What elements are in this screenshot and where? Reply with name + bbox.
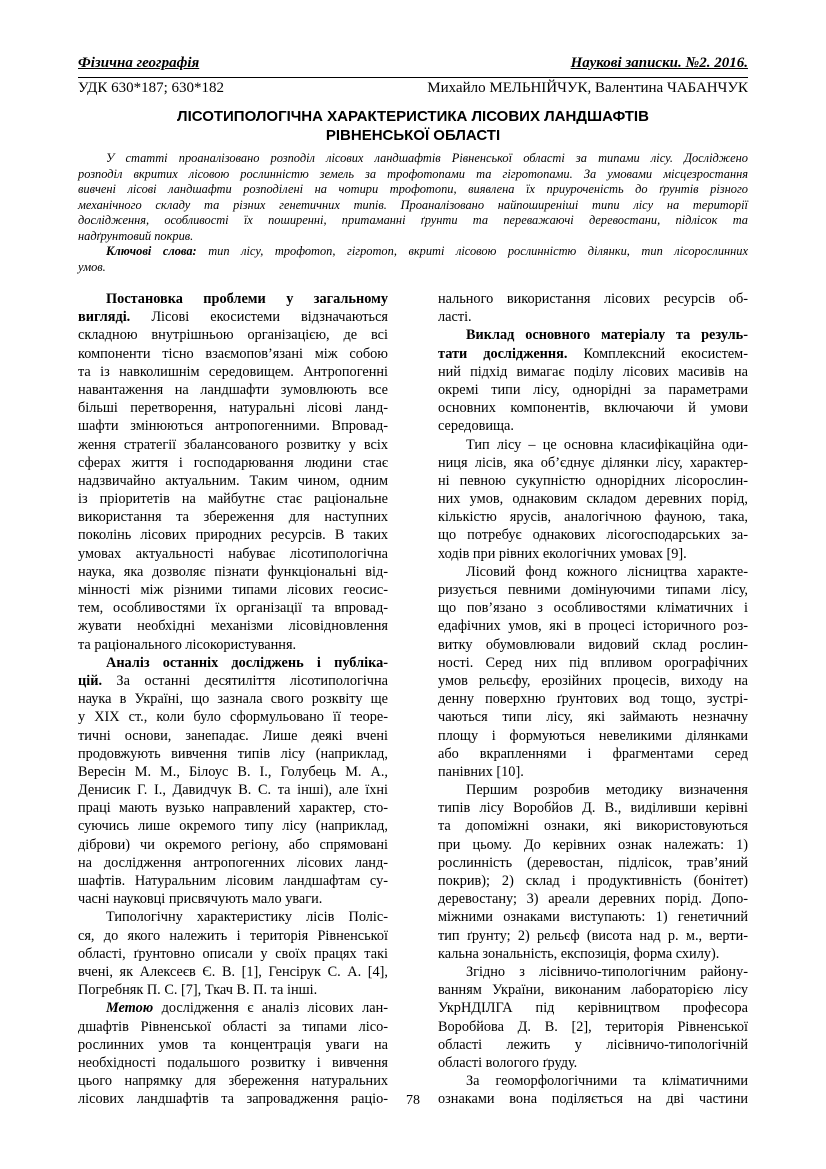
paragraph-line: тичні основи, занепадає. Лише деякі вчені [78,727,388,744]
paragraph-line: Першим розробив методику визначення [466,782,748,799]
paragraph-line [78,290,388,308]
section-heading: тати дослідження. [438,345,568,362]
paragraph-line: праці мають вузько направлений характер, сто- [78,800,388,817]
paragraph-line: основних компонентів, включаючи й умови [438,400,748,417]
paragraph-line: використання та збереження для наступних [78,509,388,526]
paragraph-line: Вересін М. М., Білоус В. І., Голубець М. А., [78,763,388,780]
paragraph-line: рослинних умов та концентрація уваги на [78,1036,388,1053]
paragraph-line: часні науковці присвячують мало уваги. [78,891,323,908]
paragraph-line: компоненти тісно взаємопов’язані між собою [78,345,388,362]
paragraph-line [78,999,388,1017]
paragraph-line: та із навколишнім середовищем. Антропогенні [78,363,388,380]
keywords-line [78,244,748,260]
abstract-line: У статті проаналізовано розподіл лісових ландшафтів Рівненської області за типами лісу. Досліджено [106,151,748,165]
paragraph-line: продовжують вивчення типів лісу (наприклад, [78,745,388,762]
abstract-line: механічного складу та різних генетичних типів. Проаналізовано найпоширеніші типи лісу на території [78,197,748,212]
paragraph-line: ний підхід вимагає поділу лісових масивів на [438,363,748,380]
paragraph-line: області вологого ґруду. [438,1054,578,1071]
paragraph-line: них умов, однаковим складом деревних порід, [438,491,748,508]
paragraph-line: наука, яка дозволяє пізнати функціональні від- [78,563,388,580]
paragraph-line: типів лісу Воробйов Д. В., виділивши керівні [438,800,748,817]
paragraph-line: або вкрапленнями і фрагментами серед [438,745,748,762]
paragraph-line: навантаження на ландшафти зумовлюють все [78,381,388,398]
paragraph-line: умовах актуальності набуває лісотипологічна [78,545,388,562]
paragraph-line: на дослідження антропогенних лісових ланд- [78,854,388,871]
abstract-line: дослідження, особливості їх поширенні, притаманні ґрунти та переважаючі деревостани, підлісок та [78,213,748,227]
authors: Михайло МЕЛЬНІЙЧУК, Валентина ЧАБАНЧУК [427,80,748,96]
paragraph-line: суючись лише окремого типу лісу (наприклад, [78,818,388,835]
paragraph-line: ні певною сукупністю однорідних лісорослин- [438,472,748,489]
section-heading: вигляді. [78,309,131,326]
paragraph-line: УкрНДІЛГА під керівництвом професора [438,1000,748,1017]
paragraph-line: покрив); 2) склад і продуктивність (бонітет) [438,873,748,889]
paragraph-line: За геоморфологічними та кліматичними [466,1073,748,1090]
paragraph-line: міжними ознаками виступають: 1) генетичний [438,909,748,926]
paragraph-line: ся, до якого належить і територія Рівненської [78,927,388,944]
paragraph-line: едафічних умов, які в процесі історичного роз- [438,618,748,635]
paragraph-line: Типологічну характеристику лісів Поліс- [106,909,388,926]
paragraph-line: витку обумовлювали видовий склад рослин- [438,636,748,653]
article-title [78,107,748,145]
paragraph-line: надзвичайно актуальним. Таким чином, одним [78,472,388,489]
page-number: 78 [406,1093,420,1108]
paragraph-line: умов рельєфу, ерозійних процесів, виходу на [438,672,748,689]
paragraph-line: поколінь лісових природних ресурсів. В таких [78,527,388,544]
keywords-label: Ключові слова: [106,244,197,258]
paragraph-line: та раціонального лісокористування. [78,636,297,653]
keywords-text: тип лісу, трофотоп, гігротоп, вкриті лісовою рослинністю ділянки, тип лісорослинних [196,244,749,258]
paragraph-line: середовища. [438,418,514,435]
paragraph-line: панівних [10]. [438,763,524,780]
paragraph-line: шафтів. Натуральним лісовим ландшафтам су- [78,873,388,889]
abstract [78,151,748,275]
paragraph-line: більші перетворення, натуральні лісові ланд- [78,400,388,417]
section-name: Фізична географія [78,55,200,71]
running-header [78,55,748,72]
section-heading: Метою [106,1000,154,1017]
paragraph-line: ванням України, виконаним лабораторією лісу [438,982,748,999]
paragraph-line: при цьому. До керівних ознак належать: 1) [438,836,748,853]
paragraph-line: що пов’язано з особливостями кліматичних і [438,600,748,617]
header-rule [78,77,748,78]
paragraph-line: та допоміжні ознаки, які використовуються [438,818,748,835]
paragraph-line: наука в Україні, що зазнала свого розквіту ще [78,691,388,708]
paragraph-line: денну поверхню ґрунтових вод тощо, зустрі- [438,691,748,708]
paragraph-line [78,654,388,672]
body-text: Лісові екосистеми відзначаються [151,309,388,326]
paragraph-line: ниця лісів, яка об’єднує ділянки лісу, характер- [438,454,748,471]
paragraph-line: тип ґрунту; 2) рельєф (висота над р. м., верти- [438,927,748,944]
udk-code: УДК 630*187; 630*182 [78,80,225,96]
paragraph-line: ності. Серед них під впливом орографічних [438,654,748,671]
paragraph-line [78,308,388,326]
paragraph-line: окремі типи лісу, однорідні за параметрами [438,381,748,398]
paragraph-line [438,345,748,363]
paragraph-line: Воробйова Д. В. [2], територія Рівненської [438,1018,748,1035]
section-heading: Аналіз останніх досліджень і публіка- [106,654,388,671]
paragraph-line: чаються типи лісу, які займають незначну [438,709,748,726]
paragraph-line: із пріоритетів на майбутнє стає раціональне [78,491,388,508]
section-heading: Постановка проблеми у загальному [106,291,388,307]
paragraph-line: необхідності подальшого розвитку і вивчення [78,1054,388,1071]
keywords-line-2: умов. [78,259,106,274]
paragraph-line: цього напрямку для збереження натуральних [78,1073,388,1090]
paragraph-line: нального використання лісових ресурсів об- [438,291,748,307]
paragraph-line: сферах життя і господарювання людини стає [78,454,388,471]
paragraph-line: що потребує однакових лісогосподарських за- [438,527,748,544]
paragraph-line: області, ґрунтовно описали у своїх працях такі [78,945,388,962]
paragraph-line: рослинність (деревостан, підлісок, трав’яний [438,854,748,871]
section-heading: Виклад основного матеріалу та резуль- [466,327,748,344]
paragraph-line: Погребняк П. С. [7], Ткач В. П. та інші. [78,982,318,999]
paragraph-line: ризується певними домінуючими типами лісу, [438,582,748,598]
paragraph-line: вчені, як Алексеєв Є. В. [1], Генсірук С. А. [4], [78,963,388,980]
journal-name: Наукові записки. №2. 2016. [570,55,748,71]
paragraph-line: у XIX ст., коли було сформульовано її теоре- [78,709,388,726]
paragraph-line: ходів при рівних екологічних умовах [9]. [438,545,687,562]
paragraph-line: шафти змінюються антропогенними. Впровад- [78,418,388,435]
paragraph-line: тем, особливостями їх організації та впровад- [78,600,388,617]
udk-author-line [78,80,748,97]
body-text: За останні десятиліття лісотипологічна [102,672,388,689]
paragraph-line [78,672,388,690]
paragraph-line: діброви) чи окремого регіону, або спрямовані [78,836,388,853]
paragraph-line: ласті. [438,309,472,326]
paragraph-line: деревостану; 3) ареали деревних порід. Допо- [438,891,748,908]
abstract-line: вивчені лісові ландшафти розподілені на чотири трофотопи, виявлена їх приуроченість до ґрунтів різного [78,182,748,196]
paragraph-line: кількістю ярусів, аналогічною фауною, така, [438,509,748,526]
paragraph-line: ження стратегії збалансованого розвитку у всіх [78,436,388,453]
paragraph-line: Згідно з лісівничо-типологічним району- [466,963,748,980]
body-text: Комплексний екосистем- [567,345,748,362]
paragraph-line: кальна зональність, експозиція, форма схилу). [438,945,720,962]
right-column [438,290,748,1108]
title-line-1: ЛІСОТИПОЛОГІЧНА ХАРАКТЕРИСТИКА ЛІСОВИХ ЛАНДШАФТІВ [177,108,649,125]
paragraph-line [438,326,748,344]
abstract-line: розподіл вкритих лісовою рослинністю земель за трофотопами та гігротопами. За умовами місцезростання [78,166,748,181]
paragraph-line: Денисик Г. І., Давидчук В. С. та інші), але їхні [78,782,388,799]
paragraph-line: Тип лісу – це основна класифікаційна оди- [466,436,748,453]
paragraph-line: ознаками вона поділяється на дві частини [438,1091,748,1108]
paragraph-line: мінності між різними типами лісових геосис- [78,582,388,598]
paragraph-line: Лісовий фонд кожного лісництва характе- [466,563,748,580]
abstract-line: надґрунтовий покрив. [78,228,194,243]
paragraph-line: складною внутрішньою організацією, де всі [78,327,388,344]
paragraph-line: площу і формуються невеликими ділянками [438,727,748,744]
paragraph-line: дшафтів Рівненської області за типами лісо- [78,1018,388,1035]
title-line-2: РІВНЕНСЬКОЇ ОБЛАСТІ [325,127,501,144]
paragraph-line: області лежить у лісівничо-типологічній [438,1036,748,1053]
paragraph-line: лісових ландшафтів та запровадження раціо- [78,1091,388,1108]
paragraph-line: жувати необхідні механізми лісовідновлення [78,618,388,635]
left-column [78,290,388,1108]
section-heading: цій. [78,672,103,689]
body-text: дослідження є аналіз лісових лан- [153,1000,388,1017]
